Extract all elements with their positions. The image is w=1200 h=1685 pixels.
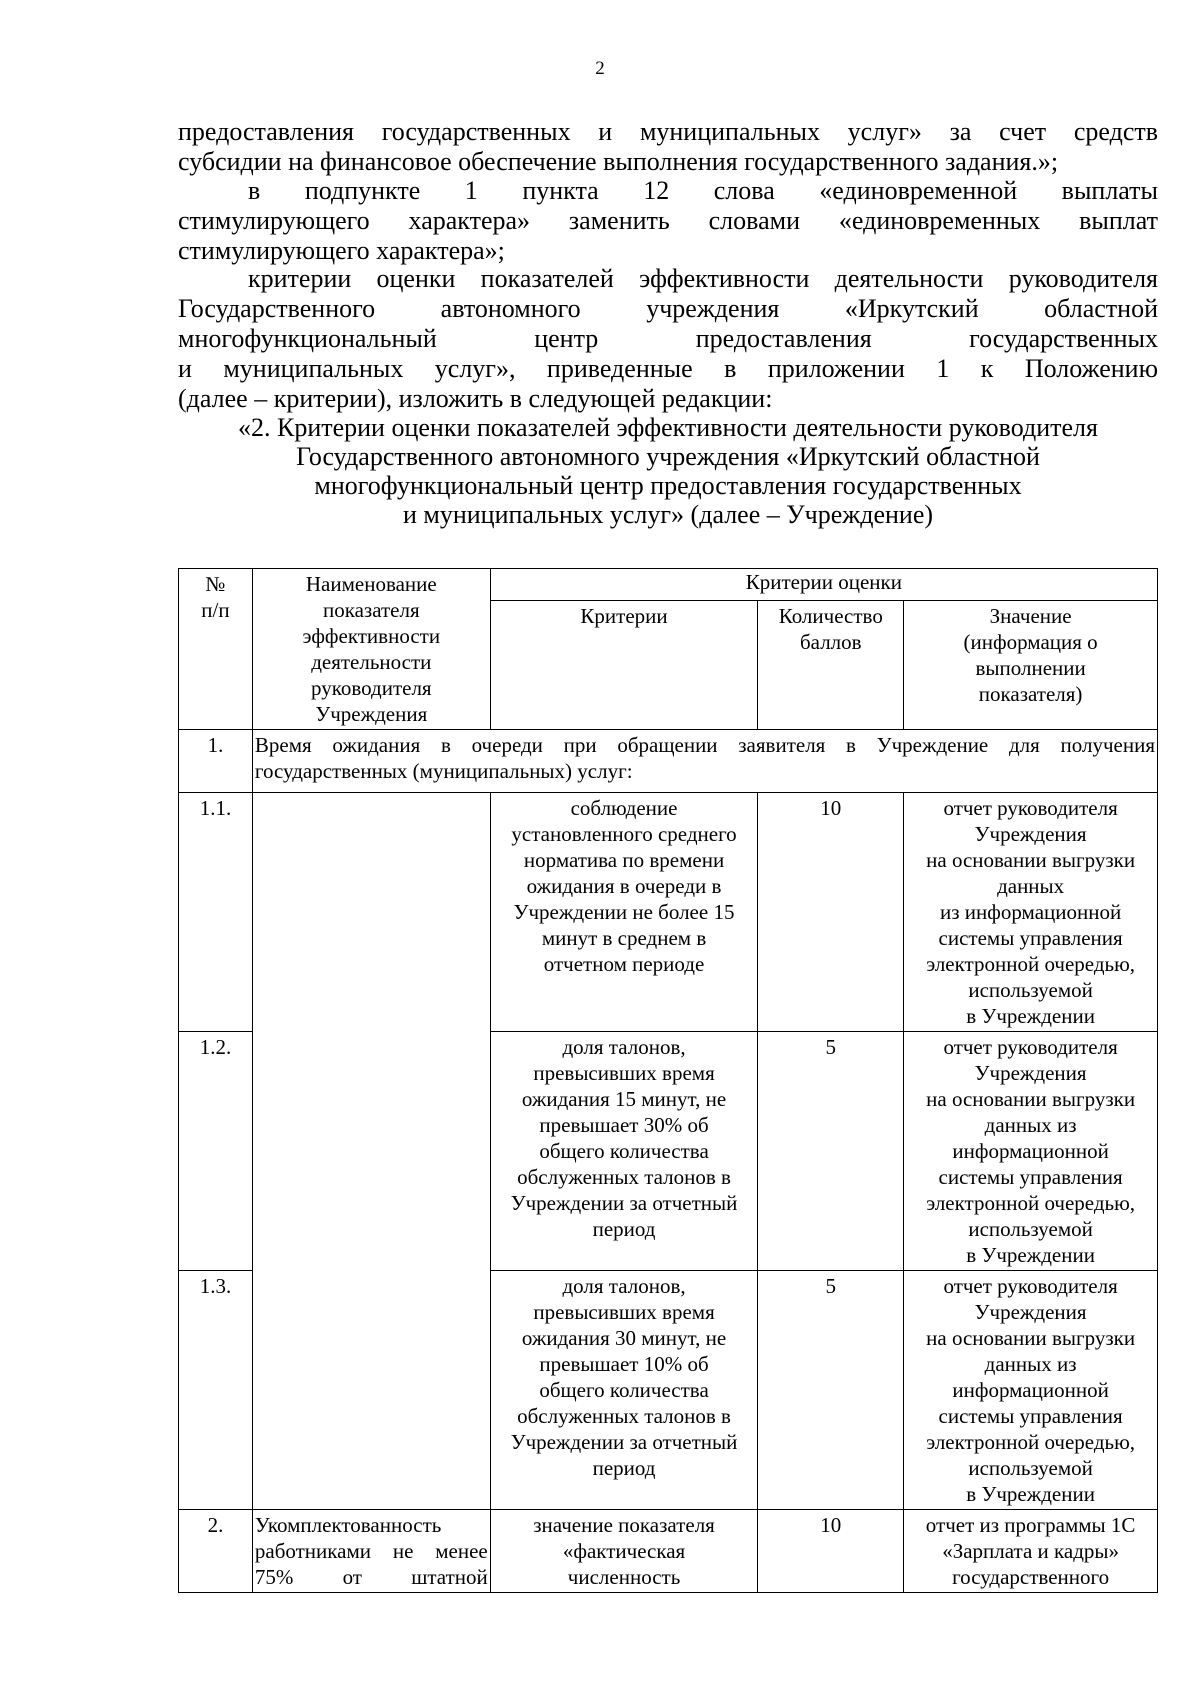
- text-line: критерии оценки показателей эффективности деятельности руководителя: [248, 264, 1158, 293]
- name-line: Укомплектованность: [254, 1513, 442, 1537]
- value-line: отчет руководителя: [943, 796, 1118, 820]
- value-line: Учреждения: [974, 1061, 1087, 1085]
- value-line: электронной очередью,: [926, 1191, 1136, 1215]
- criteria-line: Учреждении за отчетный: [510, 1430, 738, 1454]
- paragraph-3: [178, 264, 1158, 414]
- criteria-line: Учреждении за отчетный: [510, 1191, 738, 1215]
- value-line: данных из: [984, 1113, 1077, 1137]
- value-line: в Учреждении: [966, 1243, 1095, 1267]
- criteria-line: норматива по времени: [523, 848, 725, 872]
- criteria-line: общего количества: [539, 1139, 709, 1163]
- heading-line: многофункциональный центр предоставления государственных: [314, 471, 1022, 500]
- row-value: [904, 793, 1158, 1032]
- value-line: системы управления: [938, 926, 1123, 950]
- row-points: 10: [758, 1510, 904, 1593]
- row-num: 1.3.: [179, 1271, 253, 1510]
- value-line: информационной: [952, 1139, 1109, 1163]
- criteria-line: период: [592, 1217, 656, 1241]
- criteria-line: период: [592, 1456, 656, 1480]
- section-heading: [178, 413, 1158, 529]
- criteria-line: доля талонов,: [562, 1274, 686, 1298]
- text-line: и муниципальных услуг», приведенные в приложении 1 к Положению: [178, 354, 1158, 383]
- header-indicator-name: [252, 569, 490, 730]
- value-line: используемой: [968, 1217, 1093, 1241]
- value-line: системы управления: [938, 1404, 1123, 1428]
- value-line: отчет руководителя: [943, 1035, 1118, 1059]
- header-name-line: Учреждения: [315, 702, 428, 726]
- value-line: «Зарплата и кадры»: [942, 1539, 1120, 1563]
- table-section-row: [179, 730, 1158, 793]
- value-line: Учреждения: [974, 822, 1087, 846]
- criteria-table: [178, 568, 1158, 1593]
- criteria-line: обслуженных талонов в: [517, 1165, 731, 1189]
- heading-line: Государственного автономного учреждения «Иркутский областной: [296, 442, 1040, 471]
- header-num-line: №: [205, 572, 226, 596]
- row-points: 10: [758, 793, 904, 1032]
- row-value: [904, 1271, 1158, 1510]
- row-num: 1.1.: [179, 793, 253, 1032]
- header-num-line: п/п: [201, 598, 230, 622]
- value-line: электронной очередью,: [926, 952, 1136, 976]
- row-num: 2.: [179, 1510, 253, 1593]
- criteria-line: Учреждении не более 15: [513, 900, 735, 924]
- criteria-line: доля талонов,: [562, 1035, 686, 1059]
- criteria-line: превышает 30% об: [539, 1113, 709, 1137]
- row-criteria: [490, 1271, 758, 1510]
- header-name-line: руководителя: [311, 676, 432, 700]
- row-points: 5: [758, 1032, 904, 1271]
- header-value-line: выполнении: [975, 655, 1086, 680]
- name-line: работниками не менее: [254, 1539, 488, 1563]
- criteria-line: обслуженных талонов в: [517, 1404, 731, 1428]
- row-value: [904, 1032, 1158, 1271]
- header-value-line: (информация о: [963, 629, 1098, 654]
- row-criteria: [490, 1032, 758, 1271]
- paragraph-2: [178, 176, 1158, 266]
- text-line: субсидии на финансовое обеспечение выполнения государственного задания.»;: [178, 147, 1059, 176]
- row-criteria: [490, 793, 758, 1032]
- value-line: государственного: [952, 1565, 1110, 1589]
- value-line: данных из: [984, 1352, 1077, 1376]
- paragraph-1: [178, 117, 1158, 177]
- header-name-line: эффективности: [302, 624, 441, 648]
- value-line: отчет руководителя: [943, 1274, 1118, 1298]
- criteria-line: значение показателя: [533, 1513, 715, 1537]
- row-points: 5: [758, 1271, 904, 1510]
- value-line: отчет из программы 1С: [925, 1513, 1136, 1537]
- value-line: системы управления: [938, 1165, 1123, 1189]
- criteria-line: численность: [567, 1565, 681, 1589]
- criteria-line: отчетном периоде: [543, 952, 705, 976]
- row-indicator-name-empty: [252, 793, 490, 1510]
- value-line: Учреждения: [974, 1300, 1087, 1324]
- header-name-line: показателя: [322, 598, 420, 622]
- section-text: Время ожидания в очереди при обращении заявителя в Учреждение для получения государственных (муниципальных) услуг:: [252, 730, 1157, 793]
- header-points-line: Количество: [778, 603, 883, 628]
- criteria-line: ожидания в очереди в: [526, 874, 722, 898]
- text-line: Государственного автономного учреждения «Иркутский областной: [178, 294, 1158, 323]
- header-points-line: баллов: [800, 629, 862, 654]
- text-line: стимулирующего характера»;: [178, 236, 505, 265]
- heading-line: и муниципальных услуг» (далее – Учреждение): [402, 500, 934, 529]
- row-num: 1.2.: [179, 1032, 253, 1271]
- criteria-line: установленного среднего: [511, 822, 737, 846]
- value-line: на основании выгрузки: [926, 1087, 1136, 1111]
- value-line: используемой: [968, 1456, 1093, 1480]
- criteria-line: превысивших время: [533, 1061, 715, 1085]
- value-line: электронной очередью,: [926, 1430, 1136, 1454]
- row-indicator-name: [252, 1510, 490, 1593]
- text-line: многофункциональный центр предоставления государственных: [178, 324, 1158, 353]
- table-header-row: [179, 569, 1158, 601]
- table-row: [179, 1510, 1158, 1593]
- text-line: стимулирующего характера» заменить словами «единовременных выплат: [178, 206, 1158, 235]
- criteria-line: минут в среднем в: [541, 926, 707, 950]
- header-value: [904, 600, 1158, 729]
- value-line: информационной: [952, 1378, 1109, 1402]
- name-line: 75% от штатной: [254, 1565, 488, 1589]
- criteria-line: ожидания 30 минут, не: [521, 1326, 727, 1350]
- text-line: предоставления государственных и муниципальных услуг» за счет средств: [178, 117, 1158, 146]
- criteria-line: общего количества: [539, 1378, 709, 1402]
- header-name-line: деятельности: [311, 650, 432, 674]
- value-line: на основании выгрузки: [926, 1326, 1136, 1350]
- value-line: данных: [997, 874, 1065, 898]
- criteria-line: превысивших время: [533, 1300, 715, 1324]
- header-criteria: Критерии: [490, 600, 758, 729]
- value-line: используемой: [968, 978, 1093, 1002]
- text-line: (далее – критерии), изложить в следующей редакции:: [178, 384, 773, 413]
- header-num: [179, 569, 253, 730]
- page-number: 2: [595, 58, 605, 79]
- value-line: из информационной: [940, 900, 1122, 924]
- criteria-line: соблюдение: [570, 796, 678, 820]
- header-name-line: Наименование: [305, 572, 437, 596]
- header-value-line: показателя): [978, 681, 1083, 706]
- table-row: [179, 793, 1158, 1032]
- heading-line: «2. Критерии оценки показателей эффективности деятельности руководителя: [237, 413, 1098, 442]
- header-criteria-group: Критерии оценки: [490, 569, 1157, 601]
- value-line: в Учреждении: [966, 1004, 1095, 1028]
- value-line: в Учреждении: [966, 1482, 1095, 1506]
- criteria-line: ожидания 15 минут, не: [521, 1087, 727, 1111]
- section-num: 1.: [179, 730, 253, 793]
- row-criteria: [490, 1510, 758, 1593]
- header-points: [758, 600, 904, 729]
- row-value: [904, 1510, 1158, 1593]
- header-value-line: Значение: [989, 603, 1072, 628]
- value-line: на основании выгрузки: [926, 848, 1136, 872]
- text-line: в подпункте 1 пункта 12 слова «единовременной выплаты: [248, 176, 1158, 205]
- criteria-line: превышает 10% об: [539, 1352, 709, 1376]
- criteria-line: «фактическая: [562, 1539, 686, 1563]
